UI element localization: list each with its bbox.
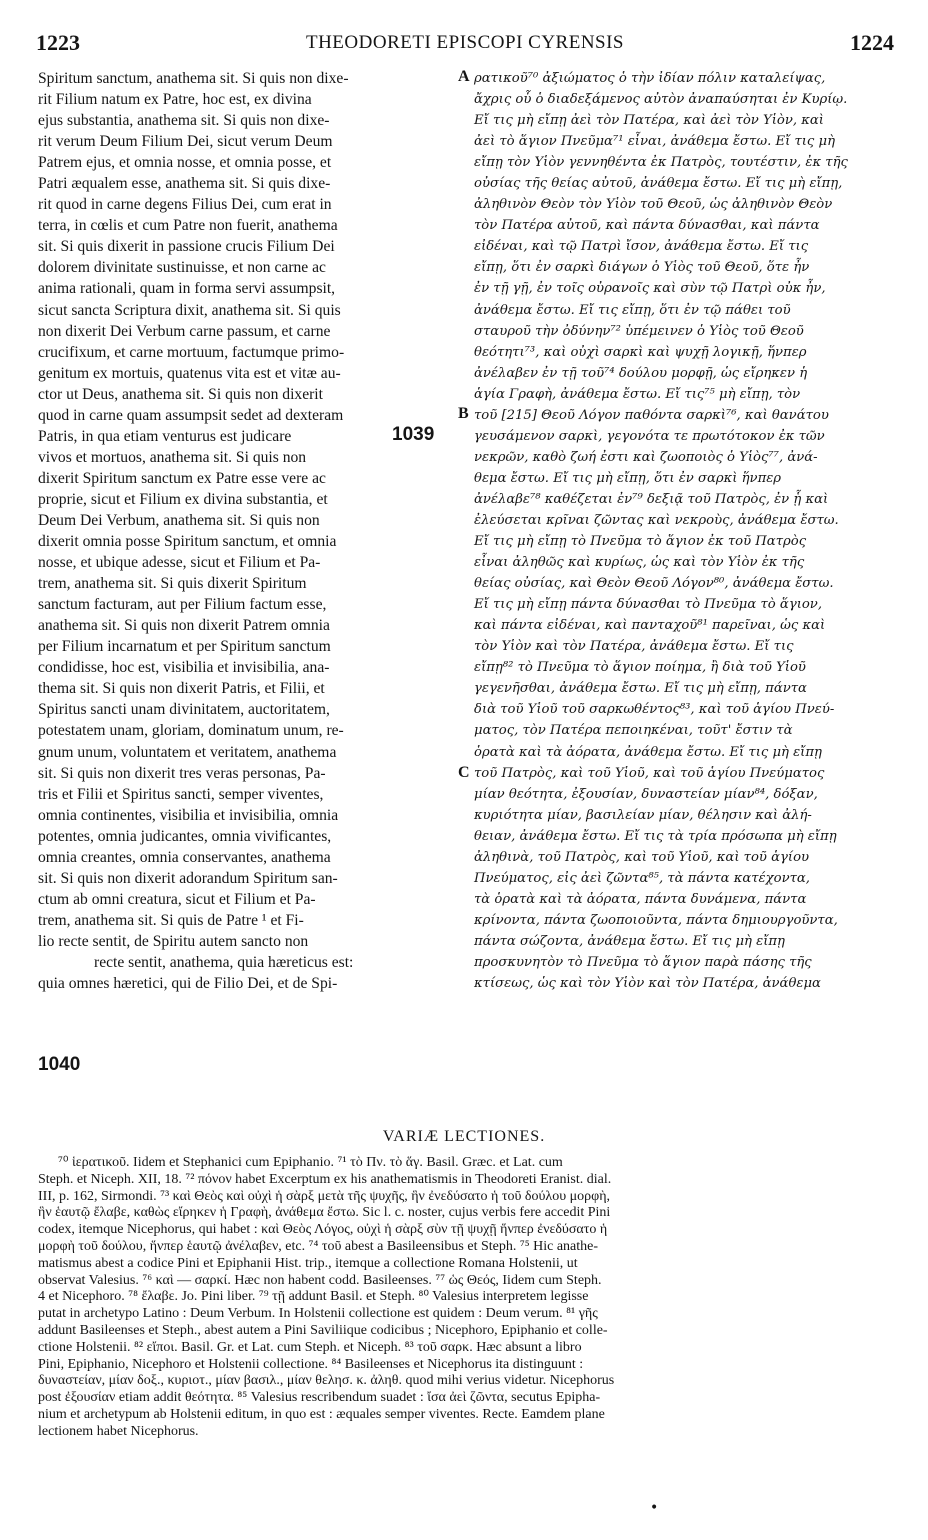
greek-line: ματος, τὸν Πατέρα πεποιηκέναι, τοῦτ' ἔστιν τὰ <box>474 723 793 739</box>
greek-line: σταυροῦ τὴν ὀδύνην⁷² ὑπέμεινεν ὁ Υἱὸς τοῦ Θεοῦ <box>474 323 804 339</box>
running-head <box>36 30 894 58</box>
latin-line: quod in carne quam assumpsit sedet ad dexteram <box>38 406 344 424</box>
latin-line: Spiritus sancti unam divinitatem, auctoritatem, <box>38 701 330 719</box>
latin-line: sit. Si quis non dixerit adorandum Spiritum san- <box>38 869 338 887</box>
latin-line: sit. Si quis dixerit in passione crucis Filium Dei <box>38 238 335 256</box>
latin-line: tris et Filii et Spiritus sancti, semper viventes, <box>38 785 324 803</box>
section-marker-a: A <box>458 68 470 85</box>
greek-line: ἄχρις οὗ ὁ διαδεξάμενος αὐτὸν ἀναπαύσηται ἐν Κυρίῳ. <box>474 92 848 108</box>
latin-line: ctor ut Deus, anathema sit. Si quis non dixerit <box>38 385 323 403</box>
margin-number-1040: 1040 <box>38 1054 81 1075</box>
greek-line: εἴπῃ τὸν Υἱὸν γεννηθέντα ἐκ Πατρὸς, τουτέστιν, ἐκ τῆς <box>474 155 848 171</box>
note-line: lectionem habet Nicephorus. <box>38 1423 199 1439</box>
greek-line: εἴπῃ, ὅτι ἐν σαρκὶ διάγων ὁ Υἱὸς τοῦ Θεοῦ, ὅτε ἦν <box>474 260 810 276</box>
variae-lectiones-heading: VARIÆ LECTIONES. <box>382 1128 546 1145</box>
latin-line: ejus substantia, anathema sit. Si quis non dixe- <box>38 112 330 130</box>
greek-line: θεμα ἔστω. Εἴ τις μὴ εἴπῃ, ὅτι ἐν σαρκὶ ἥνπερ <box>474 470 782 486</box>
note-line: observat Valesius. ⁷⁶ καὶ — σαρκί. Hæc non habent codd. Basileenses. ⁷⁷ ὡς Θεός, Iidem cum Steph. <box>38 1272 602 1288</box>
latin-line: rit Filium natum ex Patre, hoc est, ex divina <box>38 91 312 109</box>
greek-line: ἀνάθεμα ἔστω. Εἴ τις εἴπῃ, ὅτι ἐν τῷ πάθει τοῦ <box>474 302 791 318</box>
greek-line: καὶ πάντα εἰδέναι, καὶ πανταχοῦ⁸¹ παρεῖναι, ὡς καὶ <box>474 618 826 634</box>
greek-line: Πνεύματος, εἰς ἀεὶ ζῶντα⁸⁵, τὰ πάντα κατέχοντα, <box>474 870 810 886</box>
greek-line: κυριότητα μίαν, βασιλείαν μίαν, θέλησιν καὶ ἀλή- <box>474 807 812 823</box>
latin-line: sicut sancta Scriptura dixit, anathema sit. Si quis <box>38 301 341 319</box>
page-number-right: 1224 <box>850 30 894 55</box>
latin-line: dixerit Spiritum sanctum ex Patre esse vere ac <box>38 469 326 487</box>
latin-column <box>38 68 454 994</box>
footer-mark: • <box>650 1500 659 1516</box>
latin-line: dixerit omnia posse Spiritum sanctum, et omnia <box>38 533 337 551</box>
latin-line: potestatem unam, gloriam, dominatum unum, re- <box>38 722 344 740</box>
greek-line: γευσάμενον σαρκὶ, γεγονότα τε πρωτότοκον ἐκ τῶν <box>474 428 825 444</box>
greek-line: τὰ ὁρατὰ καὶ τὰ ἀόρατα, πάντα δυνάμενα, πάντα <box>474 891 807 907</box>
section-marker-b: B <box>458 405 469 422</box>
running-title: THEODORETI EPISCOPI CYRENSIS <box>305 32 625 53</box>
greek-line: εἶναι ἀληθῶς καὶ κυρίως, ὡς καὶ τὸν Υἱὸν ἐκ τῆς <box>474 555 805 571</box>
greek-line: ἀνέλαβεν ἐν τῇ τοῦ⁷⁴ δούλου μορφῇ, ὡς εἴρηκεν ἡ <box>474 365 808 381</box>
greek-line: πάντα σώζοντα, ἀνάθεμα ἔστω. Εἴ τις μὴ εἴπῃ <box>474 933 785 949</box>
note-line: Steph. et Niceph. XII, 18. ⁷² πόνον habet Excerptum ex his anathematismis in Theodoreti Eranist. dial. <box>38 1171 612 1187</box>
note-line: ⁷⁰ ἱερατικοῦ. Iidem et Stephanici cum Epiphanio. ⁷¹ τὸ Πν. τὸ ἅγ. Basil. Græc. et Lat. cum <box>58 1155 563 1170</box>
greek-line: ἐν τῇ γῇ, ἐν τοῖς οὐρανοῖς καὶ σὺν τῷ Πατρὶ οὐκ ἦν, <box>474 281 826 297</box>
greek-line: νεκρῶν, καθὸ ζωή ἐστι καὶ ζωοποιὸς ὁ Υἱὸς⁷⁷, ἀνά- <box>474 449 818 465</box>
latin-line: omnia creantes, omnia conservantes, anathema <box>38 848 331 866</box>
latin-line: sanctum facturam, aut per Filium factum esse, <box>38 596 327 614</box>
greek-line: μίαν θεότητα, ἐξουσίαν, δυναστείαν μίαν⁸⁴, δόξαν, <box>474 786 818 802</box>
latin-line: Deum Dei Verbum, anathema sit. Si quis non <box>38 511 320 529</box>
latin-line: potentes, omnia judicantes, omnia vivificantes, <box>38 827 332 845</box>
greek-line: θειαν, ἀνάθεμα ἔστω. Εἴ τις τὰ τρία πρόσωπα μὴ εἴπῃ <box>474 828 837 844</box>
latin-line: Patri æqualem esse, anathema sit. Si quis dixe- <box>38 175 331 193</box>
greek-line: εἰδέναι, καὶ τῷ Πατρὶ ἴσον, ἀνάθεμα ἔστω. Εἴ τις <box>474 239 809 255</box>
latin-line: genitum ex mortuis, quatenus vita est et vitæ au- <box>38 364 341 382</box>
latin-line: Spiritum sanctum, anathema sit. Si quis non dixe- <box>38 70 349 87</box>
latin-line: condidisse, hoc est, visibilia et invisibilia, ana- <box>38 659 330 677</box>
latin-line: Patris, in qua etiam venturus est judicare <box>38 427 292 445</box>
note-line: III, p. 162, Sirmondi. ⁷³ καὶ Θεὸς καὶ οὐχὶ ἡ σὰρξ μετὰ τῆς ψυχῆς, ἣν ἐνεδύσατο ἡ τοῦ δούλου μορφὴ, <box>38 1188 611 1204</box>
latin-line: per Filium incarnatum et per Spiritum sanctum <box>38 638 331 656</box>
latin-line: nosse, et ubique adesse, sicut et Filium et Pa- <box>38 554 321 572</box>
note-line: addunt Basileenses et Steph., abest autem a Pini Saviliique codicibus ; Nicephoro, Epiphanio et colle- <box>38 1322 608 1338</box>
greek-line: τοῦ [215] Θεοῦ Λόγον παθόντα σαρκὶ⁷⁶, καὶ θανάτου <box>474 407 829 423</box>
latin-line: lio recte sentit, de Spiritu autem sancto non <box>38 932 309 950</box>
greek-line: διὰ τοῦ Υἱοῦ τοῦ σαρκωθέντος⁸³, καὶ τοῦ ἁγίου Πνεύ- <box>474 702 835 718</box>
note-line: ctione Holstenii. ⁸² εἴποι. Basil. Gr. et Lat. cum Steph. et Niceph. ⁸³ τοῦ σαρκ. Hæc absunt a libro <box>38 1339 582 1355</box>
greek-line: ἀνέλαβε⁷⁸ καθέζεται ἐν⁷⁹ δεξιᾷ τοῦ Πατρὸς, ἐν ᾗ καὶ <box>474 491 829 507</box>
latin-line: sit. Si quis non dixerit tres veras personas, Pa- <box>38 764 326 782</box>
note-line: 4 et Nicephoro. ⁷⁸ ἔλαβε. Jo. Pini liber. ⁷⁹ τῇ addunt Basil. et Steph. ⁸⁰ Valesius interpretem legisse <box>38 1289 589 1305</box>
note-line: ἣν ἑαυτῷ ἔλαβε, καθὼς εἴρηκεν ἡ Γραφὴ, ἀνάθεμα ἔστω. Sic l. c. noster, cujus verbis fere accedit Pini <box>38 1205 611 1221</box>
latin-line: omnia continentes, visibilia et invisibilia, omnia <box>38 806 339 824</box>
greek-line: τὸν Πατέρα αὐτοῦ, καὶ πάντα δύνασθαι, καὶ πάντα <box>474 218 820 234</box>
latin-line: thema sit. Si quis non dixerit Patris, et Filii, et <box>38 680 325 698</box>
note-line: nium et archetypum ab Holstenii editum, in quo est : æquales semper viventes. Recte. Eamdem plane <box>38 1406 605 1422</box>
greek-line: ἁγία Γραφὴ, ἀνάθεμα ἔστω. Εἴ τις⁷⁵ μὴ εἴπῃ, τὸν <box>474 386 801 402</box>
page-number-left: 1223 <box>36 30 80 55</box>
latin-line: recte sentit, anathema, quia hæreticus est: <box>94 953 354 971</box>
greek-line: ἐλεύσεται κρῖναι ζῶντας καὶ νεκροὺς, ἀνάθεμα ἔστω. <box>474 512 839 528</box>
greek-line: κρίνοντα, πάντα ζωοποιοῦντα, πάντα δημιουργοῦντα, <box>474 912 838 928</box>
greek-line: κτίσεως, ὡς καὶ τὸν Υἱὸν καὶ τὸν Πατέρα, ἀνάθεμα <box>474 976 821 992</box>
variae-lectiones-notes <box>38 1155 898 1441</box>
greek-line: θείας οὐσίας, καὶ Θεὸν Θεοῦ Λόγον⁸⁰, ἀνάθεμα ἔστω. <box>474 576 834 592</box>
greek-line: ὁρατὰ καὶ τὰ ἀόρατα, ἀνάθεμα ἔστω. Εἴ τις μὴ εἴπῃ <box>474 744 822 760</box>
latin-line: dolorem divinitate sustinuisse, et non carne ac <box>38 259 326 277</box>
note-line: Pini, Epiphanio, Nicephoro et Holstenii collectione. ⁸⁴ Basileenses et Nicephorus ita distinguunt : <box>38 1356 584 1372</box>
latin-line: vivos et mortuos, anathema sit. Si quis non <box>38 448 307 466</box>
latin-line: rit quod in carne degens Filius Dei, cum erat in <box>38 196 332 214</box>
latin-line: non dixerit Dei Verbum carne passum, et carne <box>38 322 331 340</box>
greek-line: εἴπῃ⁸² τὸ Πνεῦμα τὸ ἅγιον ποίημα, ἢ διὰ τοῦ Υἱοῦ <box>474 660 806 676</box>
latin-line: ctum ab omni creatura, sicut et Filium et Pa- <box>38 890 316 908</box>
note-line: matismus abest a codice Pini et Epiphanii Hist. trip., itemque a collectione Romana Holstenii, ut <box>38 1255 578 1271</box>
latin-line: rit verum Deum Filium Dei, sicut verum Deum <box>38 133 333 151</box>
greek-line: Εἴ τις μὴ εἴπῃ τὸ Πνεῦμα τὸ ἅγιον ἐκ τοῦ Πατρὸς <box>474 534 807 550</box>
latin-line: terra, in cœlis et cum Patre non fuerit, anathema <box>38 217 338 235</box>
latin-line: gnum unum, voluntatem et veritatem, anathema <box>38 743 337 761</box>
latin-line: crucifixum, et carne mortuum, factumque primo- <box>38 343 345 361</box>
note-line: codex, itemque Nicephorus, qui habet : καὶ Θεὸς Λόγος, οὐχὶ ἡ σὰρξ σὺν τῇ ψυχῇ ἥνπερ ἐνεδύσατο ἡ <box>38 1222 608 1238</box>
greek-line: τὸν Υἱὸν καὶ τὸν Πατέρα, ἀνάθεμα ἔστω. Εἴ τις <box>474 639 794 655</box>
latin-line: Patrem ejus, et omnia nosse, et omnia posse, et <box>38 154 332 172</box>
latin-line: anathema sit. Si quis non dixerit Patrem omnia <box>38 617 330 635</box>
greek-line: ἀληθινὸν Θεὸν τὸν Υἱὸν τοῦ Θεοῦ, ὡς ἀληθινὸν Θεὸν <box>474 197 833 213</box>
latin-line: proprie, sicut et Filium ex divina substantia, et <box>38 490 328 508</box>
latin-line: trem, anathema sit. Si quis de Patre ¹ et Fi- <box>38 911 304 929</box>
greek-line: Εἴ τις μὴ εἴπῃ ἀεὶ τὸν Πατέρα, καὶ ἀεὶ τὸν Υἱὸν, καὶ <box>474 113 824 129</box>
margin-number-1039: 1039 <box>392 424 435 445</box>
greek-line: ἀληθινὰ, τοῦ Πατρὸς, καὶ τοῦ Υἱοῦ, καὶ τοῦ ἁγίου <box>474 849 810 865</box>
latin-line: anima rationali, quam in forma servi assumpsit, <box>38 280 336 298</box>
latin-line: trem, anathema sit. Si quis dixerit Spiritum <box>38 575 307 593</box>
note-line: μορφὴ τοῦ δούλου, ἥνπερ ἑαυτῷ ἀνέλαβεν, etc. ⁷⁴ τοῦ abest a Basileensibus et Steph. ⁷⁵ Hic anathe- <box>38 1238 599 1254</box>
greek-line: θεότητι⁷³, καὶ οὐχὶ σαρκὶ καὶ ψυχῇ λογικῇ, ἥνπερ <box>474 344 807 360</box>
section-marker-c: C <box>458 764 470 781</box>
latin-line: quia omnes hæretici, qui de Filio Dei, et de Spi- <box>38 975 338 993</box>
greek-column <box>474 68 894 994</box>
note-line: δυναστείαν, μίαν δοξ., κυριοτ., μίαν βασιλ., μίαν θελησ. κ. ἀληθ. quod mihi verius videtur. Nicephorus <box>38 1373 615 1389</box>
greek-line: Εἴ τις μὴ εἴπῃ πάντα δύνασθαι τὸ Πνεῦμα τὸ ἅγιον, <box>474 597 823 613</box>
note-line: putat in archetypo Latino : Deum Verbum. In Holstenii collectione est quidem : Deum verum. ⁸¹ γῆς <box>38 1306 598 1322</box>
greek-line: τοῦ Πατρὸς, καὶ τοῦ Υἱοῦ, καὶ τοῦ ἁγίου Πνεύματος <box>474 765 825 781</box>
greek-line: οὐσίας τῆς θείας αὐτοῦ, ἀνάθεμα ἔστω. Εἴ τις μὴ εἴπῃ, <box>474 176 843 192</box>
greek-line: ρατικοῦ⁷⁰ ἀξιώματος ὁ τὴν ἰδίαν πόλιν καταλείψας, <box>474 71 826 86</box>
greek-line: ἀεὶ τὸ ἅγιον Πνεῦμα⁷¹ εἶναι, ἀνάθεμα ἔστω. Εἴ τις μὴ <box>474 134 835 150</box>
note-line: post ἐξουσίαν etiam addit θεότητα. ⁸⁵ Valesius rescribendum suadet : ἴσα ἀεὶ ζῶντα, secutus Epipha- <box>38 1390 601 1406</box>
greek-line: προσκυνητὸν τὸ Πνεῦμα τὸ ἅγιον παρὰ πάσης τῆς <box>474 954 812 970</box>
greek-line: γεγενῆσθαι, ἀνάθεμα ἔστω. Εἴ τις μὴ εἴπῃ, πάντα <box>474 681 807 697</box>
